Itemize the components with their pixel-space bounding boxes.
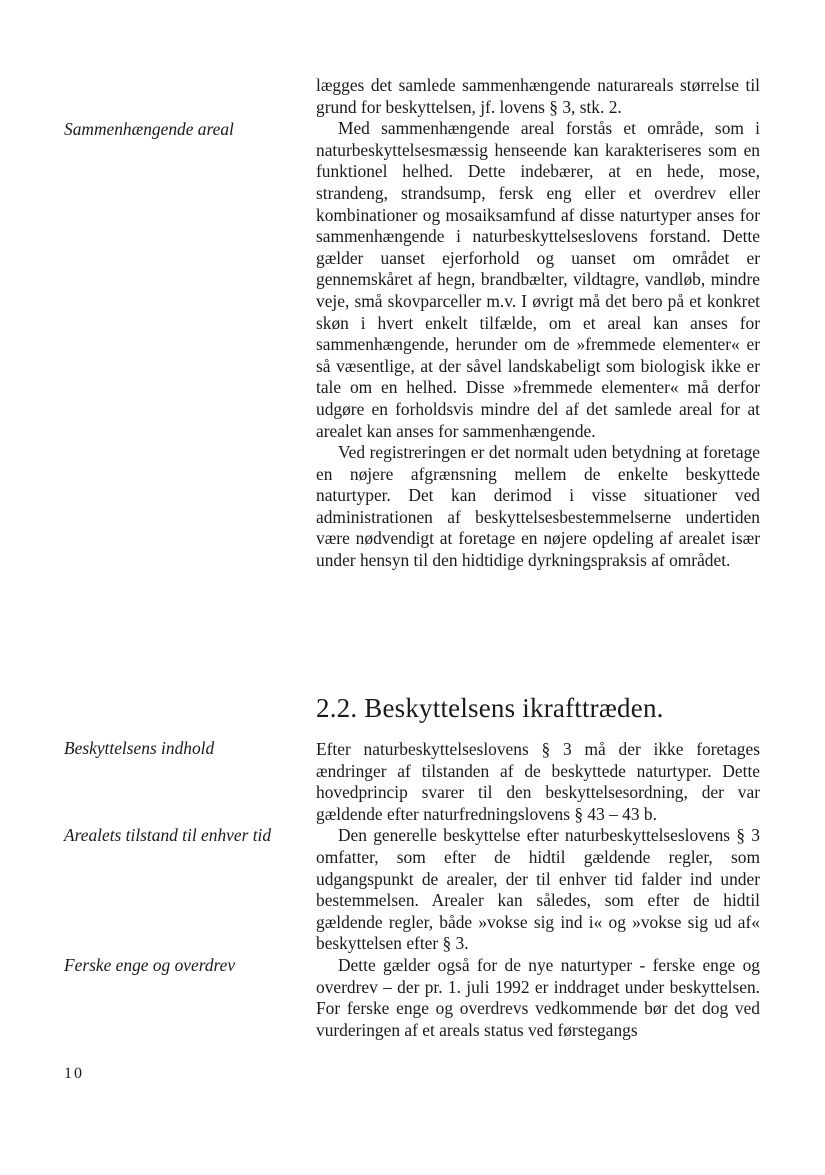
section-2-text <box>316 739 760 1041</box>
paragraph: Dette gælder også for de nye naturtyper - ferske enge og overdrev – der pr. 1. juli 1992 er inddraget under beskyttelsen. For ferske enge og overdrevs vedkommende bør det dog ved vurderingen af et areals status ved førstegangs <box>316 954 760 1040</box>
paragraph: Den generelle beskyttelse efter naturbeskyttelseslovens § 3 omfatter, som efter de hidtil gældende regler, som udgangspunkt de arealer, der til enhver tid falder ind under bestemmelsen. Arealer kan således, som efter de hidtil gældende regler, både »vokse sig ind i« og »vokse sig ud af« beskyttelsen efter § 3. <box>316 825 760 954</box>
margin-note-beskyttelsens-indhold: Beskyttelsens indhold <box>64 738 215 758</box>
section-1-text <box>316 75 760 572</box>
section-heading: 2.2. Beskyttelsens ikrafttræden. <box>316 693 664 723</box>
paragraph: Med sammenhængende areal forstås et område, som i naturbeskyttelsesmæssig henseende kan karakteriseres som en funktionel helhed. Dette indebærer, at en hede, mose, strandeng, strandsump, fersk eng eller et overdrev eller kombinationer og mosaiksamfund af disse naturtyper anses for sammenhængende i naturbeskyttelseslovens forstand. Dette gælder uanset ejerforhold og uanset om området er gennemskåret af hegn, brandbælter, vildtagre, vandløb, mindre veje, små skovparceller m.v. I øvrigt må det bero på et konkret skøn i hvert enkelt tilfælde, om et areal kan anses for sammenhængende, herunder om de »fremmede elementer« er så væsentlige, at der såvel landskabeligt som biologisk ikke er tale om en helhed. Disse »fremmede elementer« må derfor udgøre en forholdsvis mindre del af det samlede areal for at arealet kan anses for sammenhængende. <box>316 118 760 441</box>
margin-note-ferske-enge: Ferske enge og overdrev <box>64 955 236 975</box>
page-number: 10 <box>64 1065 84 1082</box>
paragraph: Ved registreringen er det normalt uden betydning at foretage en nøjere afgrænsning mellem de enkelte beskyttede naturtyper. Det kan derimod i visse situationer ved administrationen af beskyttelsesbestemmelserne undertiden være nødvendigt at foretage en nøjere opdeling af arealet især under hensyn til den hidtidige dyrkningspraksis af området. <box>316 442 760 571</box>
paragraph: Efter naturbeskyttelseslovens § 3 må der ikke foretages ændringer af tilstanden af de beskyttede naturtyper. Dette hovedprincip svarer til den beskyttelsesordning, der var gældende efter naturfredningslovens § 43 – 43 b. <box>316 739 760 824</box>
margin-note-sammenhaengende-areal: Sammenhængende areal <box>64 119 234 139</box>
paragraph: lægges det samlede sammenhængende naturareals størrelse til grund for beskyttelsen, jf. lovens § 3, stk. 2. <box>316 75 760 117</box>
margin-note-arealets-tilstand: Arealets tilstand til enhver tid <box>64 825 272 845</box>
